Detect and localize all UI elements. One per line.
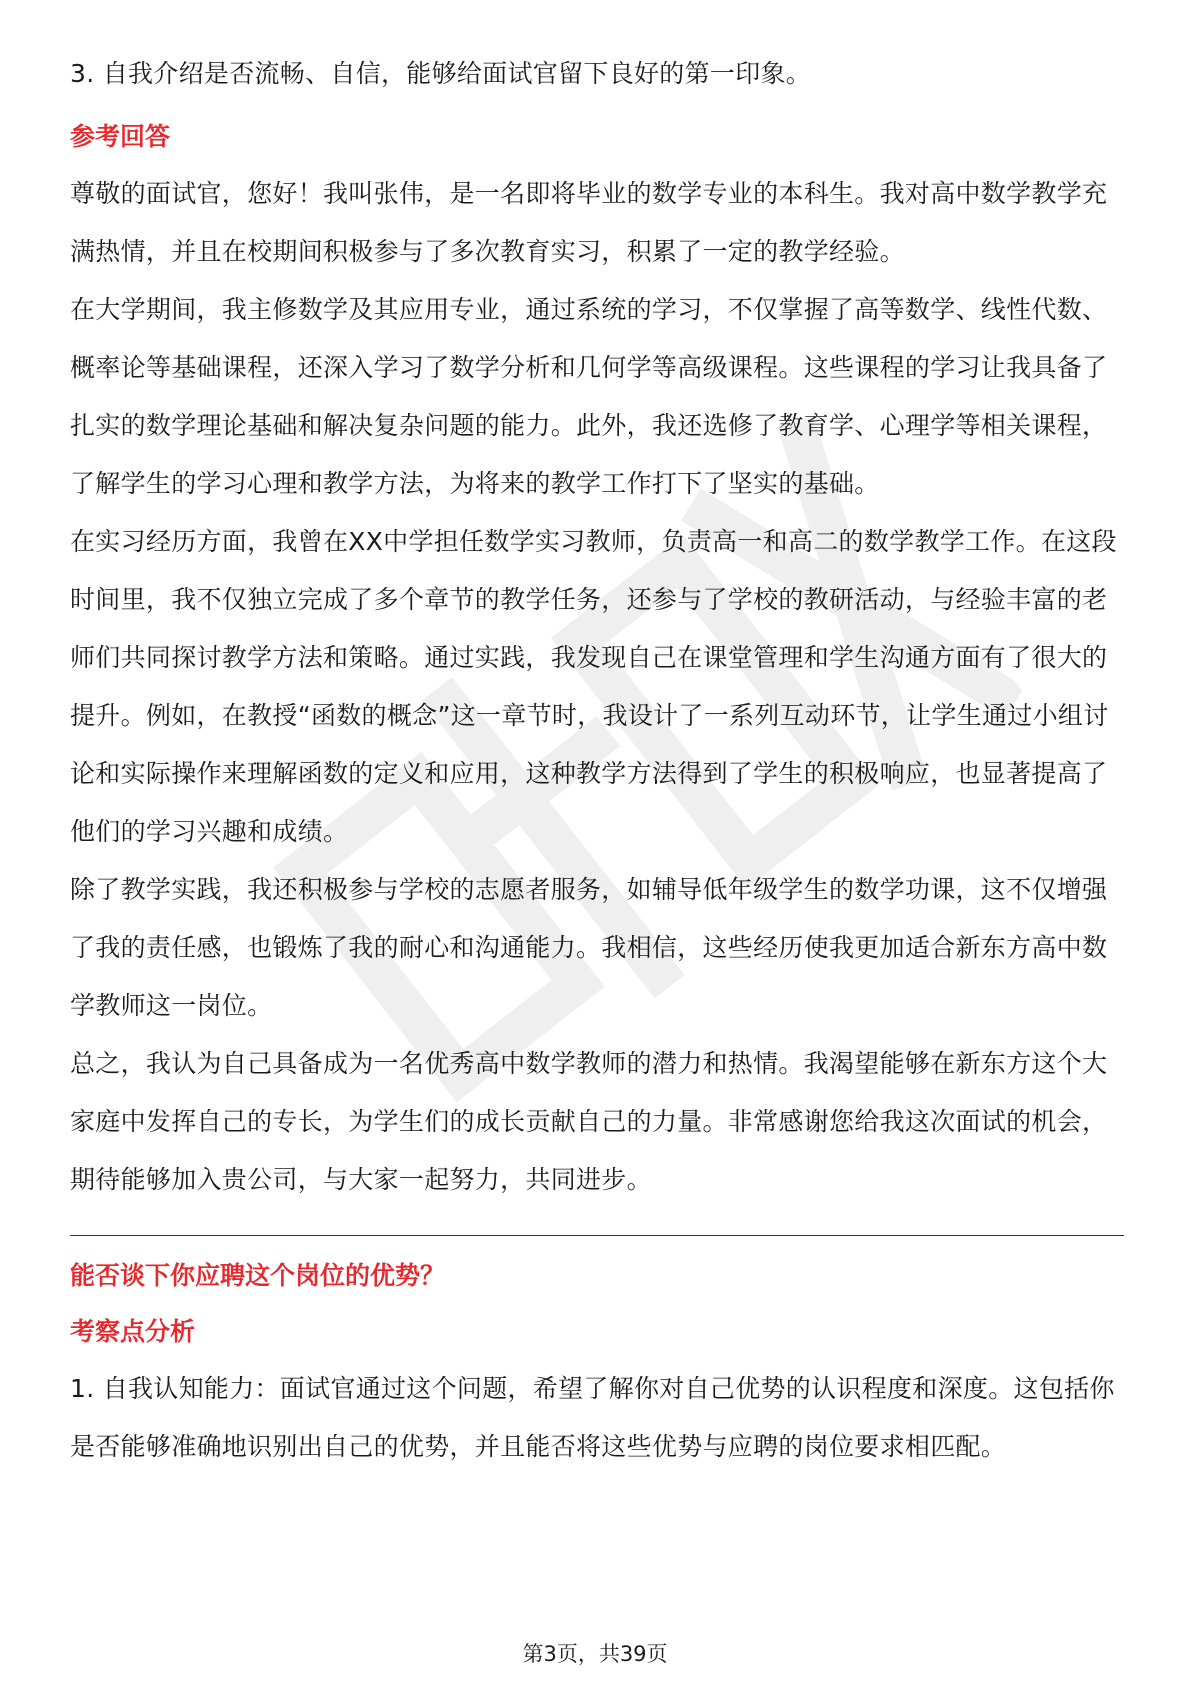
analysis-heading: 考察点分析 xyxy=(70,1317,196,1346)
intro-point-3: 3. 自我介绍是否流畅、自信，能够给面试官留下良好的第一印象。 xyxy=(70,59,812,88)
answer-heading: 参考回答 xyxy=(70,122,171,151)
answer-paragraph-3: 在实习经历方面，我曾在XX中学担任数学实习教师，负责高一和高二的数学教学工作。在这段时间里，我不仅独立完成了多个章节的教学任务，还参与了学校的教研活动，与经验丰富的老师们共同探讨教学方法和策略。通过实践，我发现自己在课堂管理和学生沟通方面有了很大的提升。例如，在教授“函数的概念”这一章节时，我设计了一系列互动环节，让学生通过小组讨论和实际操作来理解函数的定义和应用，这种教学方法得到了学生的积极响应，也显著提高了他们的学习兴趣和成绩。 xyxy=(70,527,1117,846)
answer-paragraph-2: 在大学期间，我主修数学及其应用专业，通过系统的学习，不仅掌握了高等数学、线性代数、概率论等基础课程，还深入学习了数学分析和几何学等高级课程。这些课程的学习让我具备了扎实的数学理论基础和解决复杂问题的能力。此外，我还选修了教育学、心理学等相关课程，了解学生的学习心理和教学方法，为将来的教学工作打下了坚实的基础。 xyxy=(70,295,1108,498)
section-divider xyxy=(70,1235,1124,1236)
answer-paragraph-4: 除了教学实践，我还积极参与学校的志愿者服务，如辅导低年级学生的数学功课，这不仅增强了我的责任感，也锻炼了我的耐心和沟通能力。我相信，这些经历使我更加适合新东方高中数学教师这一岗位。 xyxy=(70,875,1108,1020)
page-footer: 第3页，共39页 xyxy=(522,1642,668,1666)
answer-paragraph-1: 尊敬的面试官，您好！我叫张伟，是一名即将毕业的数学专业的本科生。我对高中数学教学充满热情，并且在校期间积极参与了多次教育实习，积累了一定的教学经验。 xyxy=(70,179,1108,266)
question-title: 能否谈下你应聘这个岗位的优势？ xyxy=(70,1261,446,1290)
document-page xyxy=(70,45,1124,1476)
answer-paragraph-5: 总之，我认为自己具备成为一名优秀高中数学教师的潜力和热情。我渴望能够在新东方这个大家庭中发挥自己的专长，为学生们的成长贡献自己的力量。非常感谢您给我这次面试的机会，期待能够加入贵公司，与大家一起努力，共同进步。 xyxy=(70,1049,1108,1194)
analysis-point-1: 1. 自我认知能力：面试官通过这个问题，希望了解你对自己优势的认识程度和深度。这包括你是否能够准确地识别出自己的优势，并且能否将这些优势与应聘的岗位要求相匹配。 xyxy=(70,1374,1115,1461)
